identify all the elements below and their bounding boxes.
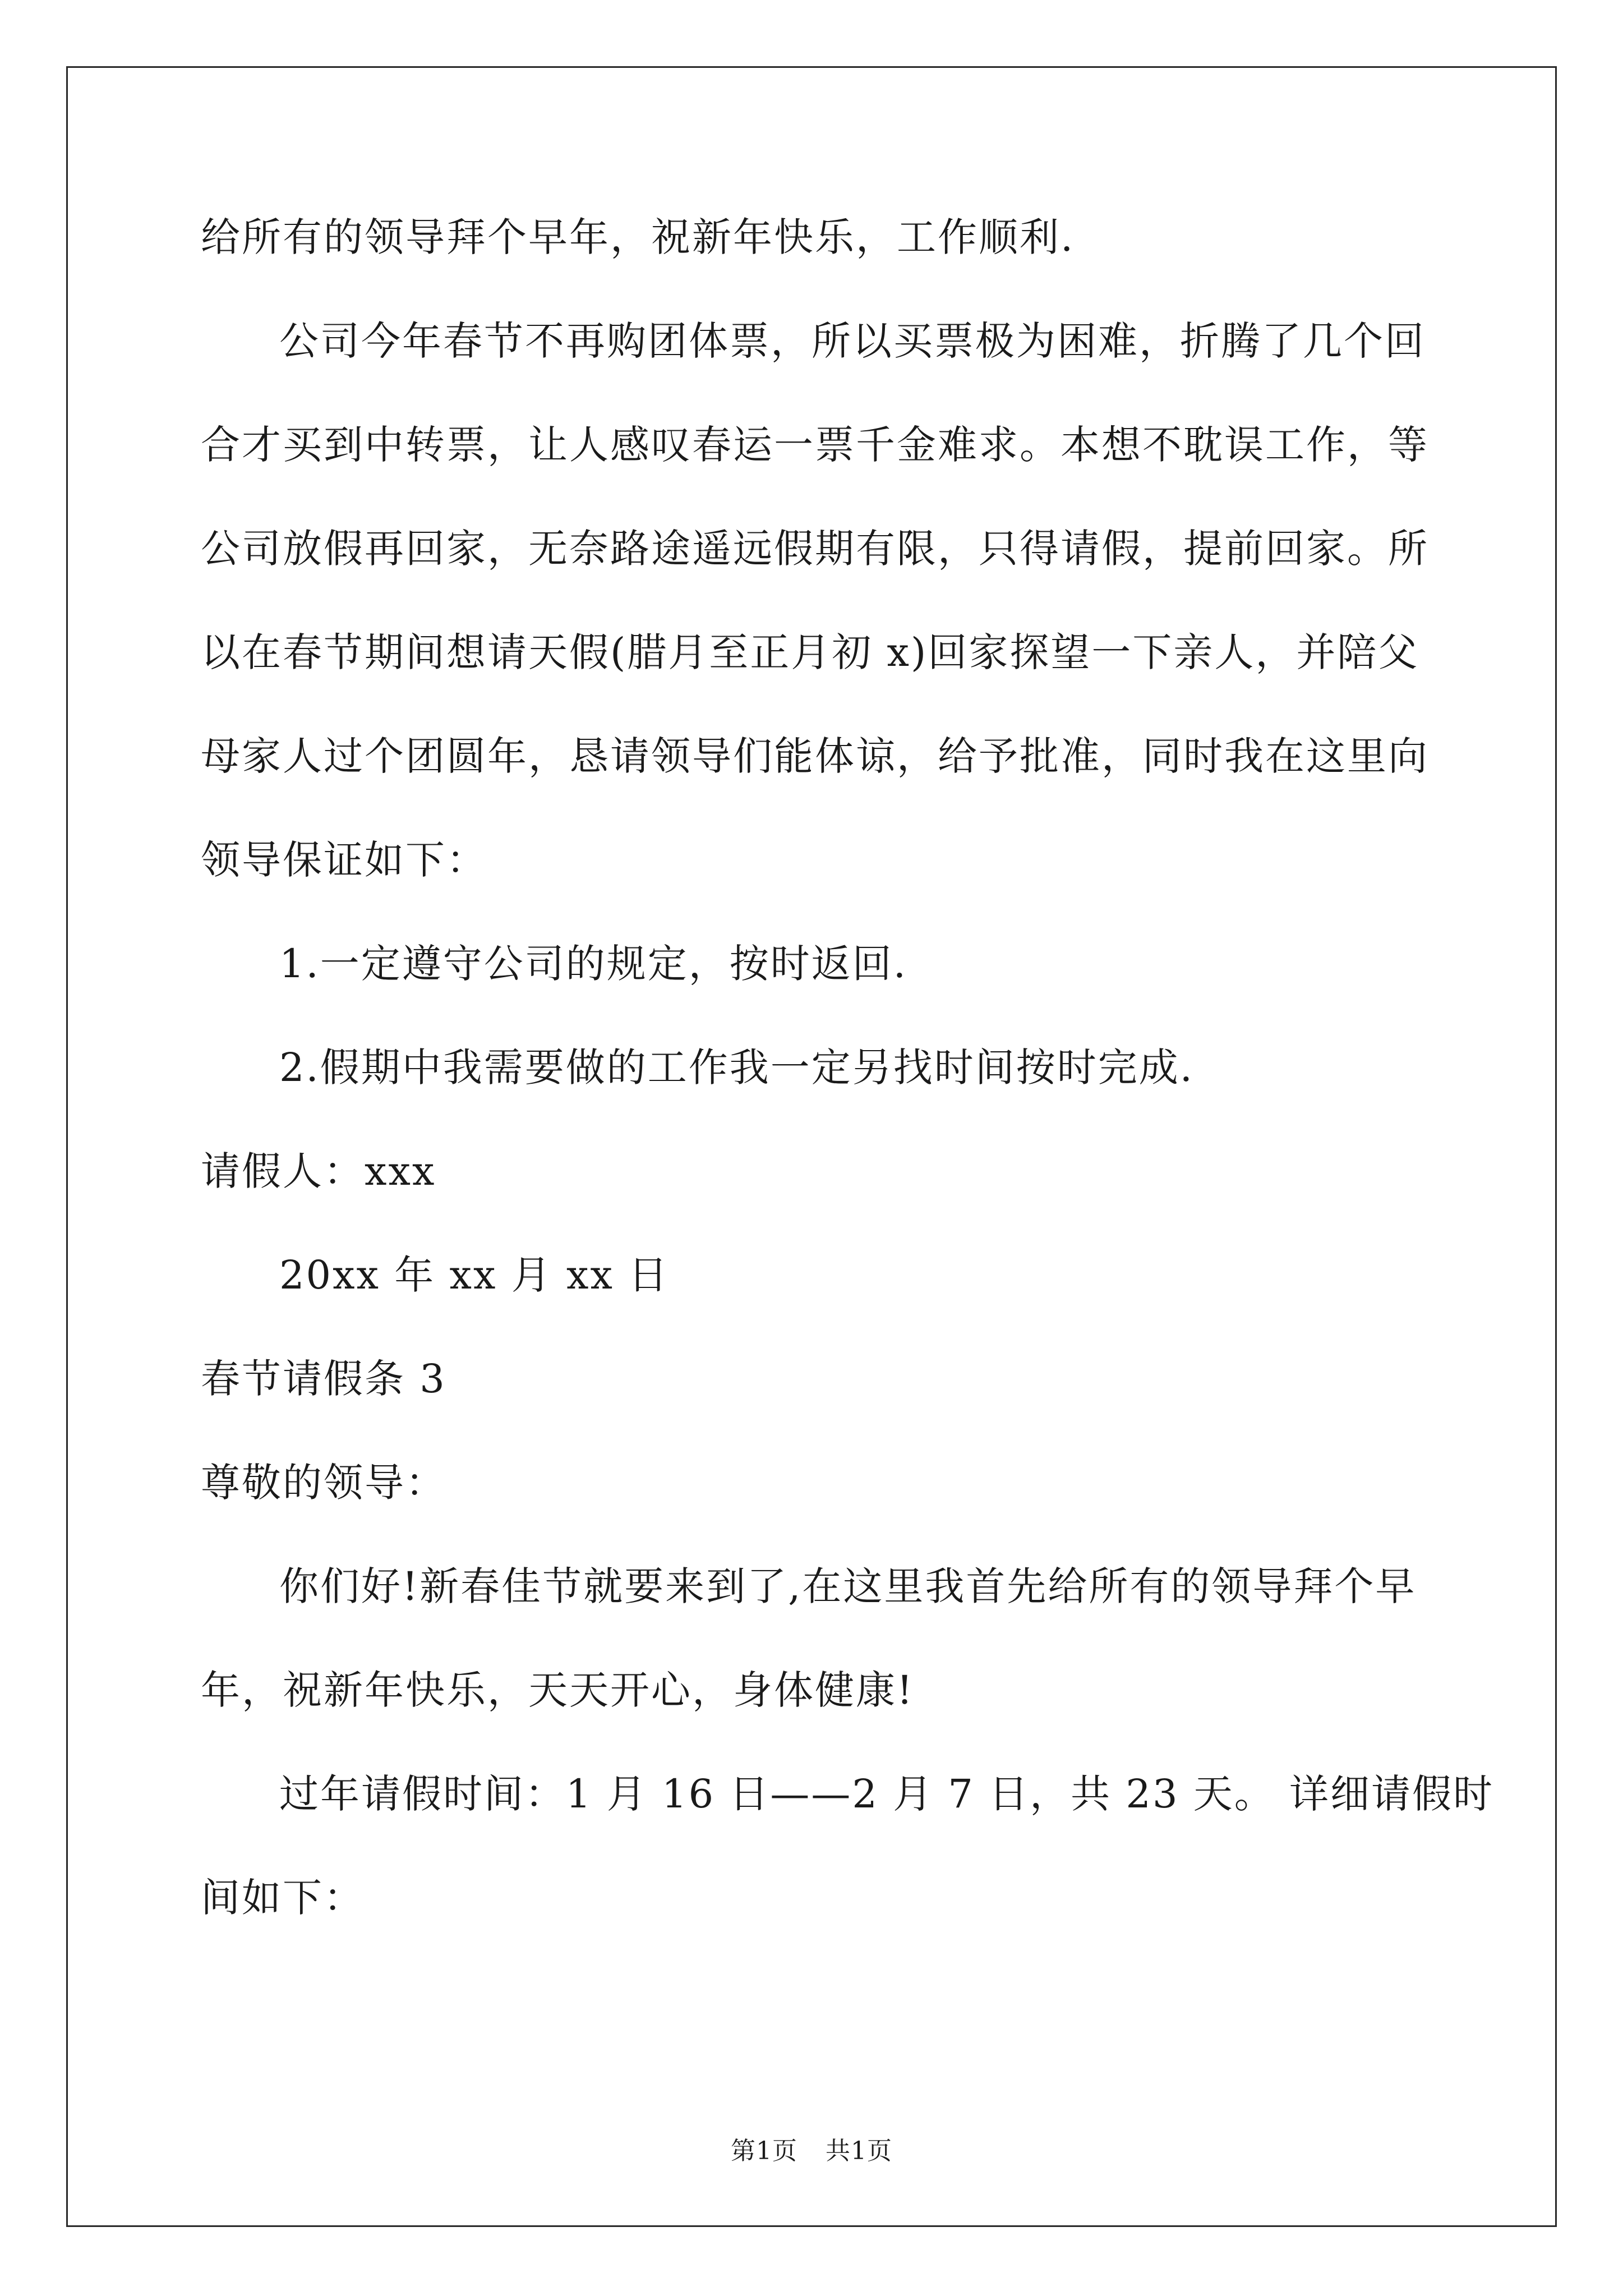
list-item: 1.一定遵守公司的规定，按时返回. bbox=[279, 941, 908, 987]
text-line: 公司放假再回家，无奈路途遥远假期有限，只得请假，提前回家。所 bbox=[201, 526, 1429, 572]
salutation: 尊敬的领导： bbox=[201, 1460, 446, 1506]
text-line: 公司今年春节不再购团体票，所以买票极为困难，折腾了几个回 bbox=[279, 318, 1426, 364]
page-number-total: 共1页 bbox=[826, 2137, 892, 2165]
text-line: 过年请假时间：1 月 16 日——2 月 7 日，共 23 天。 详细请假时 bbox=[279, 1771, 1495, 1817]
signature-date: 20xx 年 xx 月 xx 日 bbox=[279, 1252, 670, 1298]
text-line: 你们好!新春佳节就要来到了,在这里我首先给所有的领导拜个早 bbox=[279, 1563, 1417, 1609]
page-number-current: 第1页 bbox=[731, 2137, 797, 2165]
text-line: 给所有的领导拜个早年，祝新年快乐，工作顺利. bbox=[201, 214, 1075, 260]
text-line: 以在春节期间想请天假(腊月至正月初 x)回家探望一下亲人，并陪父 bbox=[201, 629, 1419, 675]
text-line: 合才买到中转票，让人感叹春运一票千金难求。本想不耽误工作，等 bbox=[201, 422, 1429, 468]
text-line: 母家人过个团圆年，恳请领导们能体谅，给予批准，同时我在这里向 bbox=[201, 733, 1429, 779]
section-title: 春节请假条 3 bbox=[201, 1356, 446, 1402]
signature-name: 请假人：xxx bbox=[201, 1148, 436, 1194]
text-line: 年，祝新年快乐，天天开心，身体健康! bbox=[201, 1667, 915, 1713]
text-line: 间如下： bbox=[201, 1875, 365, 1921]
list-item: 2.假期中我需要做的工作我一定另找时间按时完成. bbox=[279, 1045, 1195, 1091]
text-line: 领导保证如下： bbox=[201, 837, 487, 883]
page-footer bbox=[0, 2137, 1623, 2165]
